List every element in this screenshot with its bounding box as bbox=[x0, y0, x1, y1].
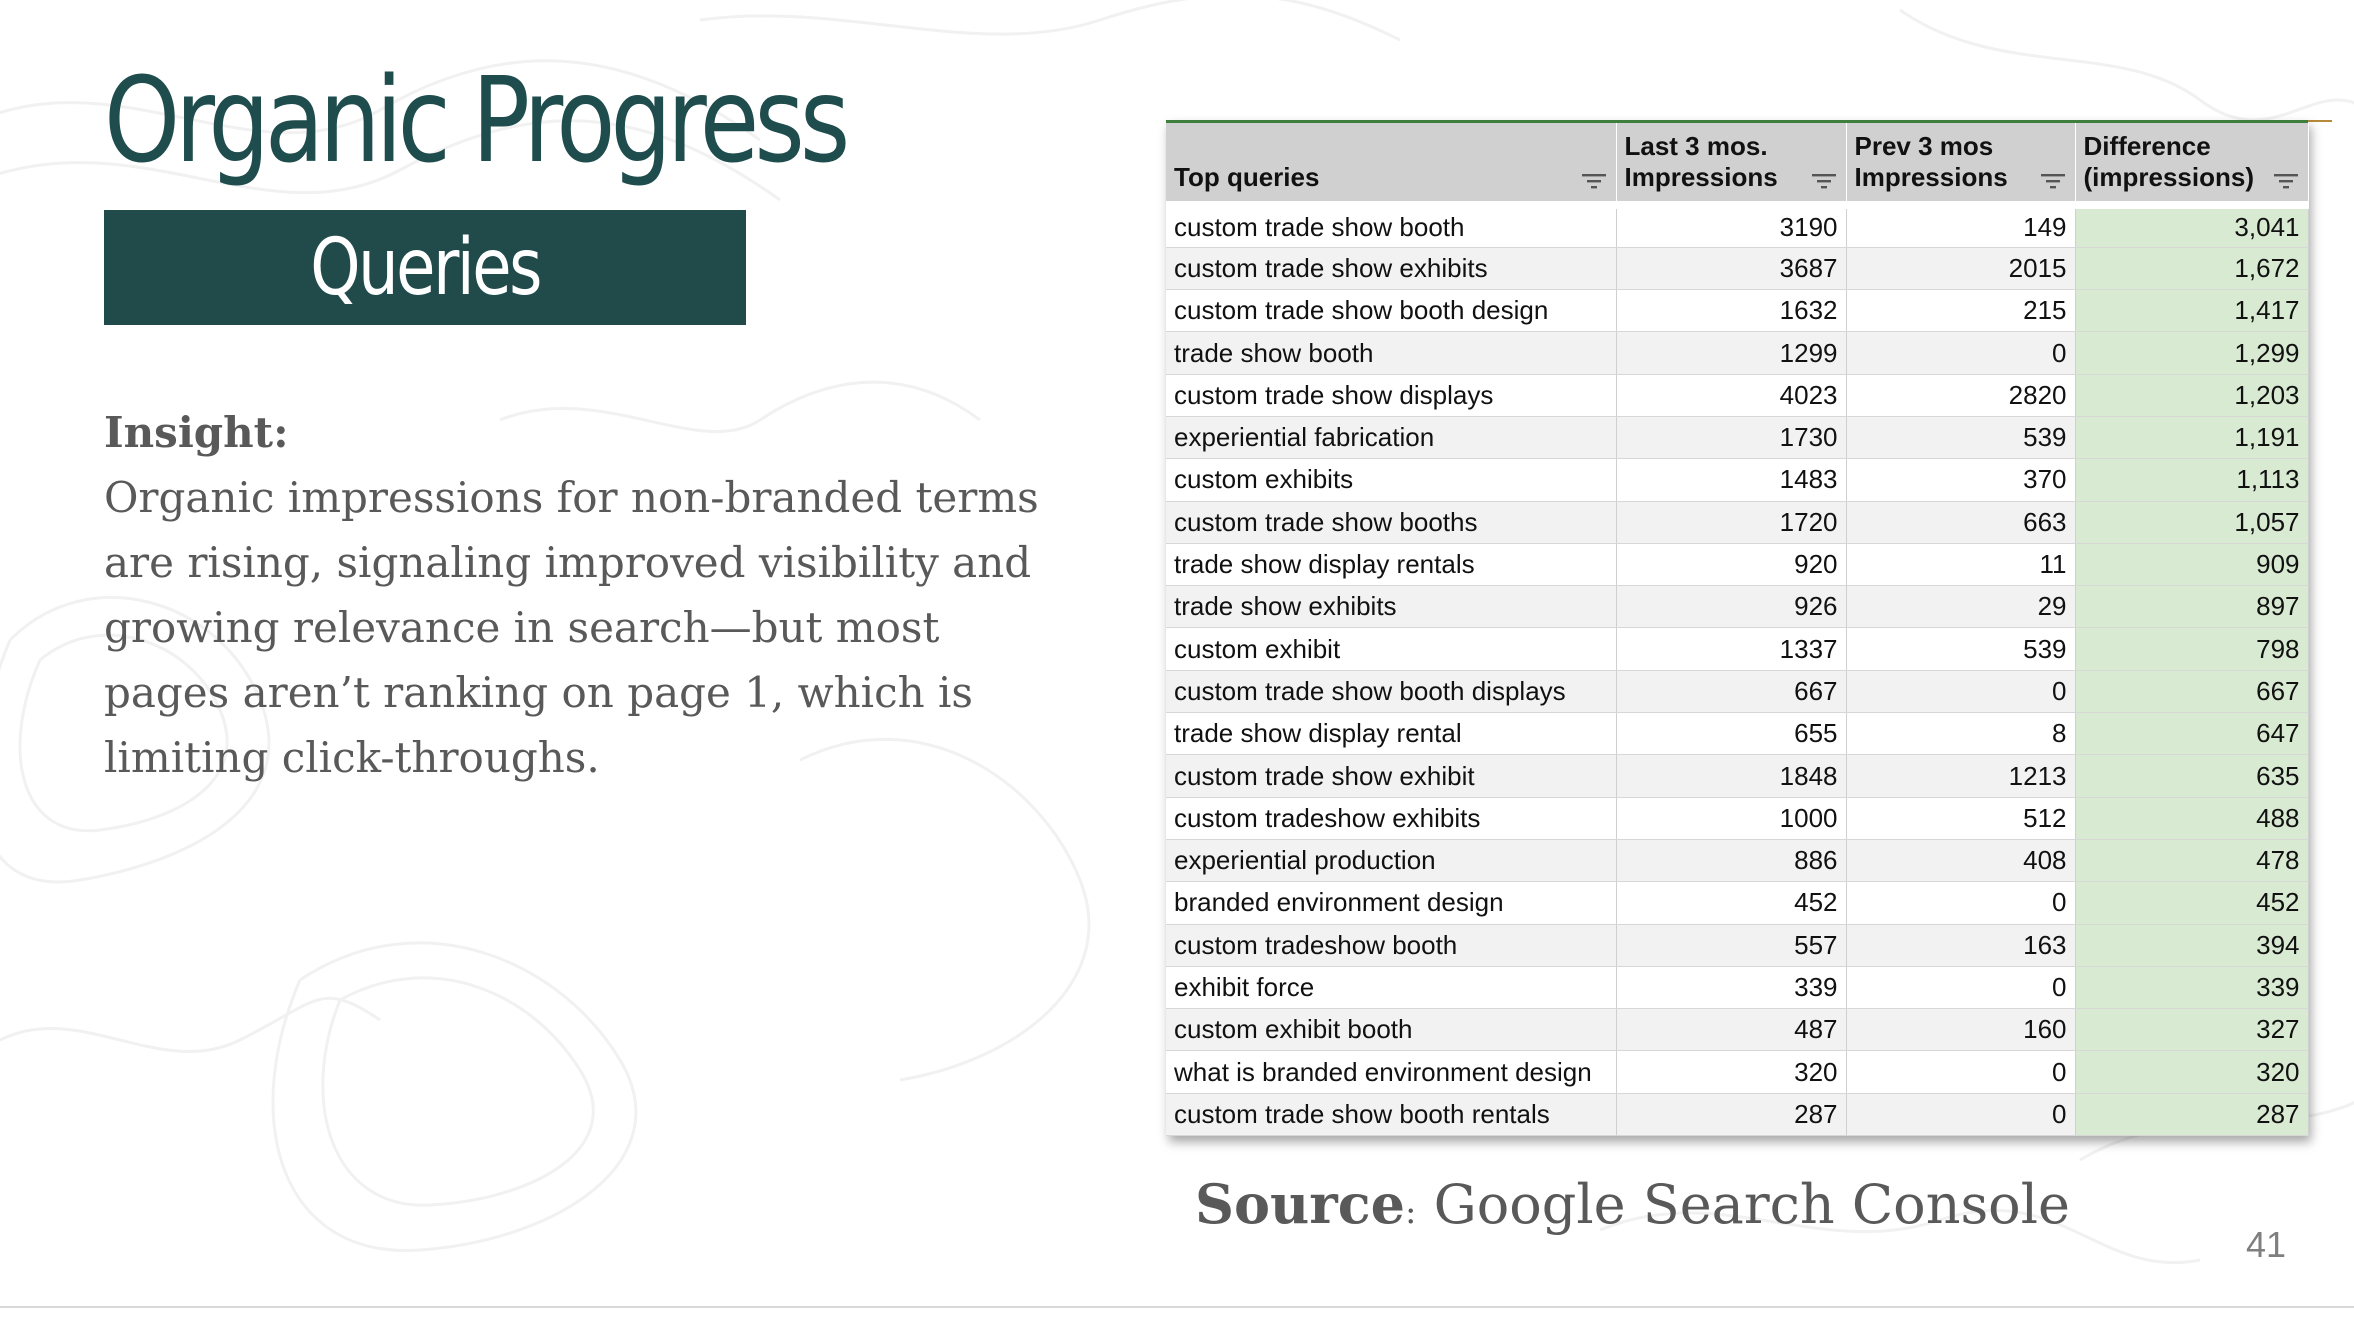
prev-3-mos-cell[interactable]: 663 bbox=[1846, 501, 2075, 543]
difference-cell[interactable]: 394 bbox=[2075, 924, 2308, 966]
source-line bbox=[1195, 1172, 2070, 1236]
prev-3-mos-cell[interactable]: 2015 bbox=[1846, 247, 2075, 289]
table-row bbox=[1166, 755, 2308, 797]
query-cell[interactable]: branded environment design bbox=[1166, 882, 1616, 924]
insight-block bbox=[104, 400, 1064, 790]
difference-cell[interactable]: 798 bbox=[2075, 628, 2308, 670]
table-row bbox=[1166, 797, 2308, 839]
difference-cell[interactable]: 1,191 bbox=[2075, 416, 2308, 458]
prev-3-mos-cell[interactable]: 29 bbox=[1846, 586, 2075, 628]
difference-cell[interactable]: 327 bbox=[2075, 1009, 2308, 1051]
prev-3-mos-cell[interactable]: 539 bbox=[1846, 628, 2075, 670]
header-last-3-mos[interactable] bbox=[1616, 123, 1846, 205]
insight-heading: Insight: bbox=[104, 408, 289, 457]
prev-3-mos-cell[interactable]: 11 bbox=[1846, 543, 2075, 585]
table-row bbox=[1166, 1051, 2308, 1093]
header-prev-3-mos[interactable] bbox=[1846, 123, 2075, 205]
difference-cell[interactable]: 897 bbox=[2075, 586, 2308, 628]
prev-3-mos-cell[interactable]: 512 bbox=[1846, 797, 2075, 839]
query-cell[interactable]: custom trade show booth design bbox=[1166, 290, 1616, 332]
header-line-2: (impressions) bbox=[2083, 162, 2254, 192]
prev-3-mos-cell[interactable]: 0 bbox=[1846, 332, 2075, 374]
prev-3-mos-cell[interactable]: 8 bbox=[1846, 713, 2075, 755]
last-3-mos-cell[interactable]: 3190 bbox=[1616, 205, 1846, 247]
difference-cell[interactable]: 488 bbox=[2075, 797, 2308, 839]
query-cell[interactable]: exhibit force bbox=[1166, 966, 1616, 1008]
last-3-mos-cell[interactable]: 1632 bbox=[1616, 290, 1846, 332]
difference-cell[interactable]: 478 bbox=[2075, 839, 2308, 881]
query-cell[interactable]: custom exhibit booth bbox=[1166, 1009, 1616, 1051]
query-cell[interactable]: custom trade show booth rentals bbox=[1166, 1093, 1616, 1135]
difference-cell[interactable]: 3,041 bbox=[2075, 205, 2308, 247]
table-row bbox=[1166, 628, 2308, 670]
last-3-mos-cell[interactable]: 452 bbox=[1616, 882, 1846, 924]
header-line-1: Difference bbox=[2083, 131, 2211, 161]
prev-3-mos-cell[interactable]: 2820 bbox=[1846, 374, 2075, 416]
last-3-mos-cell[interactable]: 1483 bbox=[1616, 459, 1846, 501]
last-3-mos-cell[interactable]: 926 bbox=[1616, 586, 1846, 628]
subtitle-banner bbox=[104, 210, 746, 325]
prev-3-mos-cell[interactable]: 0 bbox=[1846, 1051, 2075, 1093]
table-row bbox=[1166, 882, 2308, 924]
last-3-mos-cell[interactable]: 1720 bbox=[1616, 501, 1846, 543]
table-row bbox=[1166, 713, 2308, 755]
difference-cell[interactable]: 320 bbox=[2075, 1051, 2308, 1093]
difference-cell[interactable]: 339 bbox=[2075, 966, 2308, 1008]
prev-3-mos-cell[interactable]: 0 bbox=[1846, 966, 2075, 1008]
difference-cell[interactable]: 1,672 bbox=[2075, 247, 2308, 289]
last-3-mos-cell[interactable]: 920 bbox=[1616, 543, 1846, 585]
prev-3-mos-cell[interactable]: 149 bbox=[1846, 205, 2075, 247]
table-body bbox=[1166, 205, 2308, 1136]
query-cell[interactable]: custom trade show booths bbox=[1166, 501, 1616, 543]
queries-table-screenshot bbox=[1166, 120, 2308, 1136]
filter-icon[interactable] bbox=[1812, 173, 1836, 189]
query-cell[interactable]: trade show booth bbox=[1166, 332, 1616, 374]
query-cell[interactable]: custom trade show exhibit bbox=[1166, 755, 1616, 797]
table-row bbox=[1166, 459, 2308, 501]
last-3-mos-cell[interactable]: 1299 bbox=[1616, 332, 1846, 374]
table-header-row bbox=[1166, 123, 2308, 205]
query-cell[interactable]: experiential fabrication bbox=[1166, 416, 1616, 458]
difference-cell[interactable]: 1,299 bbox=[2075, 332, 2308, 374]
table-row bbox=[1166, 416, 2308, 458]
prev-3-mos-cell[interactable]: 408 bbox=[1846, 839, 2075, 881]
last-3-mos-cell[interactable]: 3687 bbox=[1616, 247, 1846, 289]
query-cell[interactable]: custom trade show exhibits bbox=[1166, 247, 1616, 289]
difference-cell[interactable]: 452 bbox=[2075, 882, 2308, 924]
last-3-mos-cell[interactable]: 1000 bbox=[1616, 797, 1846, 839]
difference-cell[interactable]: 1,203 bbox=[2075, 374, 2308, 416]
filter-icon[interactable] bbox=[2041, 173, 2065, 189]
header-line-2: Impressions bbox=[1854, 162, 2008, 192]
query-cell[interactable]: custom tradeshow exhibits bbox=[1166, 797, 1616, 839]
last-3-mos-cell[interactable]: 1848 bbox=[1616, 755, 1846, 797]
last-3-mos-cell[interactable]: 287 bbox=[1616, 1093, 1846, 1135]
query-cell[interactable]: custom trade show displays bbox=[1166, 374, 1616, 416]
table-row bbox=[1166, 501, 2308, 543]
last-3-mos-cell[interactable]: 1730 bbox=[1616, 416, 1846, 458]
table-row bbox=[1166, 247, 2308, 289]
source-value: Google Search Console bbox=[1416, 1173, 2070, 1236]
table-row bbox=[1166, 670, 2308, 712]
last-3-mos-cell[interactable]: 4023 bbox=[1616, 374, 1846, 416]
table-row bbox=[1166, 332, 2308, 374]
difference-cell[interactable]: 1,113 bbox=[2075, 459, 2308, 501]
query-cell[interactable]: custom trade show booth displays bbox=[1166, 670, 1616, 712]
prev-3-mos-cell[interactable]: 370 bbox=[1846, 459, 2075, 501]
queries-table bbox=[1166, 123, 2309, 1136]
query-cell[interactable]: custom trade show booth bbox=[1166, 205, 1616, 247]
query-cell[interactable]: trade show display rentals bbox=[1166, 543, 1616, 585]
header-difference[interactable] bbox=[2075, 123, 2308, 205]
prev-3-mos-cell[interactable]: 0 bbox=[1846, 1093, 2075, 1135]
header-line-2: Impressions bbox=[1624, 162, 1778, 192]
prev-3-mos-cell[interactable]: 163 bbox=[1846, 924, 2075, 966]
query-cell[interactable]: custom tradeshow booth bbox=[1166, 924, 1616, 966]
table-row bbox=[1166, 1009, 2308, 1051]
prev-3-mos-cell[interactable]: 1213 bbox=[1846, 755, 2075, 797]
difference-cell[interactable]: 1,417 bbox=[2075, 290, 2308, 332]
query-cell[interactable]: trade show exhibits bbox=[1166, 586, 1616, 628]
header-top-queries[interactable] bbox=[1166, 123, 1616, 205]
last-3-mos-cell[interactable]: 667 bbox=[1616, 670, 1846, 712]
table-row bbox=[1166, 374, 2308, 416]
last-3-mos-cell[interactable]: 1337 bbox=[1616, 628, 1846, 670]
query-cell[interactable]: custom exhibits bbox=[1166, 459, 1616, 501]
query-cell[interactable]: experiential production bbox=[1166, 839, 1616, 881]
last-3-mos-cell[interactable]: 655 bbox=[1616, 713, 1846, 755]
header-line-1: Last 3 mos. bbox=[1624, 131, 1768, 161]
header-line-2: Top queries bbox=[1174, 162, 1320, 192]
table-row bbox=[1166, 966, 2308, 1008]
difference-cell[interactable]: 647 bbox=[2075, 713, 2308, 755]
prev-3-mos-cell[interactable]: 215 bbox=[1846, 290, 2075, 332]
header-line-1: Prev 3 mos bbox=[1854, 131, 1994, 161]
slide-title: Organic Progress bbox=[104, 51, 846, 189]
table-row bbox=[1166, 205, 2308, 247]
page-number: 41 bbox=[2246, 1224, 2287, 1265]
query-cell[interactable]: custom exhibit bbox=[1166, 628, 1616, 670]
last-3-mos-cell[interactable]: 487 bbox=[1616, 1009, 1846, 1051]
table-row bbox=[1166, 924, 2308, 966]
table-row bbox=[1166, 839, 2308, 881]
last-3-mos-cell[interactable]: 339 bbox=[1616, 966, 1846, 1008]
filter-icon[interactable] bbox=[2274, 173, 2298, 189]
query-cell[interactable]: trade show display rental bbox=[1166, 713, 1616, 755]
filter-icon[interactable] bbox=[1582, 173, 1606, 189]
table-row bbox=[1166, 290, 2308, 332]
prev-3-mos-cell[interactable]: 0 bbox=[1846, 670, 2075, 712]
query-cell[interactable]: what is branded environment design bbox=[1166, 1051, 1616, 1093]
source-label: Source bbox=[1195, 1172, 1405, 1236]
last-3-mos-cell[interactable]: 320 bbox=[1616, 1051, 1846, 1093]
table-row bbox=[1166, 543, 2308, 585]
table-row bbox=[1166, 1093, 2308, 1135]
source-colon: : bbox=[1404, 1192, 1417, 1232]
bottom-divider bbox=[0, 1306, 2354, 1308]
last-3-mos-cell[interactable]: 886 bbox=[1616, 839, 1846, 881]
difference-cell[interactable]: 667 bbox=[2075, 670, 2308, 712]
subtitle-text: Queries bbox=[310, 222, 540, 313]
prev-3-mos-cell[interactable]: 0 bbox=[1846, 882, 2075, 924]
difference-cell[interactable]: 909 bbox=[2075, 543, 2308, 585]
difference-cell[interactable]: 1,057 bbox=[2075, 501, 2308, 543]
difference-cell[interactable]: 635 bbox=[2075, 755, 2308, 797]
table-accent-line bbox=[2308, 120, 2332, 122]
prev-3-mos-cell[interactable]: 160 bbox=[1846, 1009, 2075, 1051]
table-row bbox=[1166, 586, 2308, 628]
last-3-mos-cell[interactable]: 557 bbox=[1616, 924, 1846, 966]
insight-body: Organic impressions for non-branded terms are rising, signaling improved visibility and growing relevance in search—but most pages aren’t ranking on page 1, which is limiting click-throughs. bbox=[104, 473, 1039, 782]
difference-cell[interactable]: 287 bbox=[2075, 1093, 2308, 1135]
prev-3-mos-cell[interactable]: 539 bbox=[1846, 416, 2075, 458]
